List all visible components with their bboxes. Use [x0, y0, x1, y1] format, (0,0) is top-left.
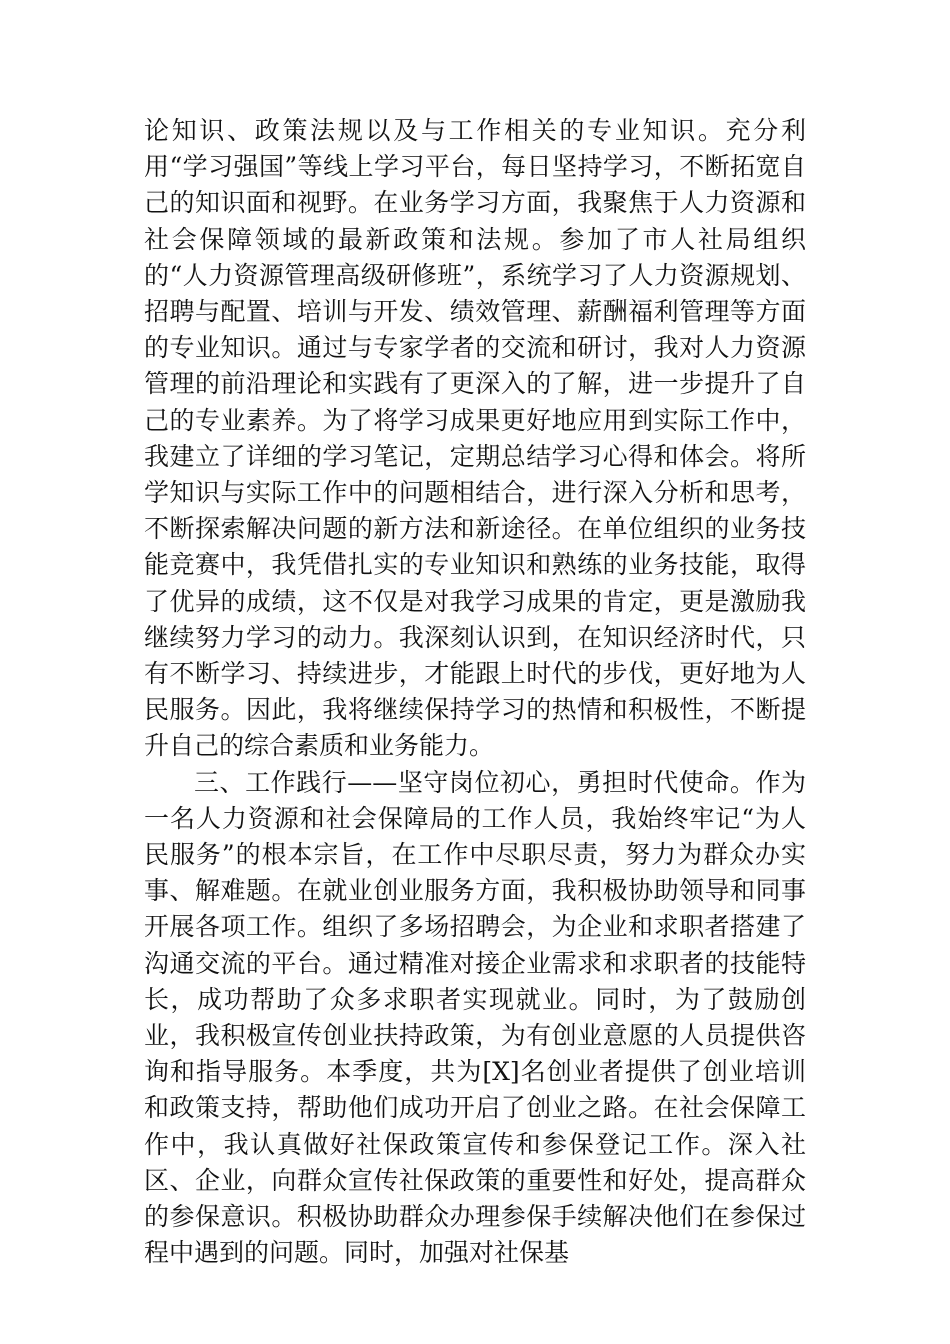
paragraph-section-three: 三、工作践行——坚守岗位初心，勇担时代使命。作为一名人力资源和社会保障局的工作人员，我始终牢记“为人民服务”的根本宗旨，在工作中尽职尽责，努力为群众办实事、解难题。在就业创业服务方面，我积极协助领导和同事开展各项工作。组织了多场招聘会，为企业和求职者搭建了沟通交流的平台。通过精准对接企业需求和求职者的技能特长，成功帮助了众多求职者实现就业。同时，为了鼓励创业，我积极宣传创业扶持政策，为有创业意愿的人员提供咨询和指导服务。本季度，共为[X]名创业者提供了创业培训和政策支持，帮助他们成功开启了创业之路。在社会保障工作中，我认真做好社保政策宣传和参保登记工作。深入社区、企业，向群众宣传社保政策的重要性和好处，提高群众的参保意识。积极协助群众办理参保手续解决他们在参保过程中遇到的问题。同时，加强对社保基 — [144, 767, 806, 1268]
paragraph-continued: 论知识、政策法规以及与工作相关的专业知识。充分利用“学习强国”等线上学习平台，每日坚持学习，不断拓宽自己的知识面和视野。在业务学习方面，我聚焦于人力资源和社会保障领域的最新政策和法规。参加了市人社局组织的“人力资源管理高级研修班”，系统学习了人力资源规划、招聘与配置、培训与开发、绩效管理、薪酬福利管理等方面的专业知识。通过与专家学者的交流和研讨，我对人力资源管理的前沿理论和实践有了更深入的了解，进一步提升了自己的专业素养。为了将学习成果更好地应用到实际工作中，我建立了详细的学习笔记，定期总结学习心得和体会。将所学知识与实际工作中的问题相结合，进行深入分析和思考，不断探索解决问题的新方法和新途径。在单位组织的业务技能竞赛中，我凭借扎实的专业知识和熟练的业务技能，取得了优异的成绩，这不仅是对我学习成果的肯定，更是激励我继续努力学习的动力。我深刻认识到，在知识经济时代，只有不断学习、持续进步，才能跟上时代的步伐，更好地为人民服务。因此，我将继续保持学习的热情和积极性，不断提升自己的综合素质和业务能力。 — [144, 116, 806, 761]
document-page — [144, 113, 806, 1272]
